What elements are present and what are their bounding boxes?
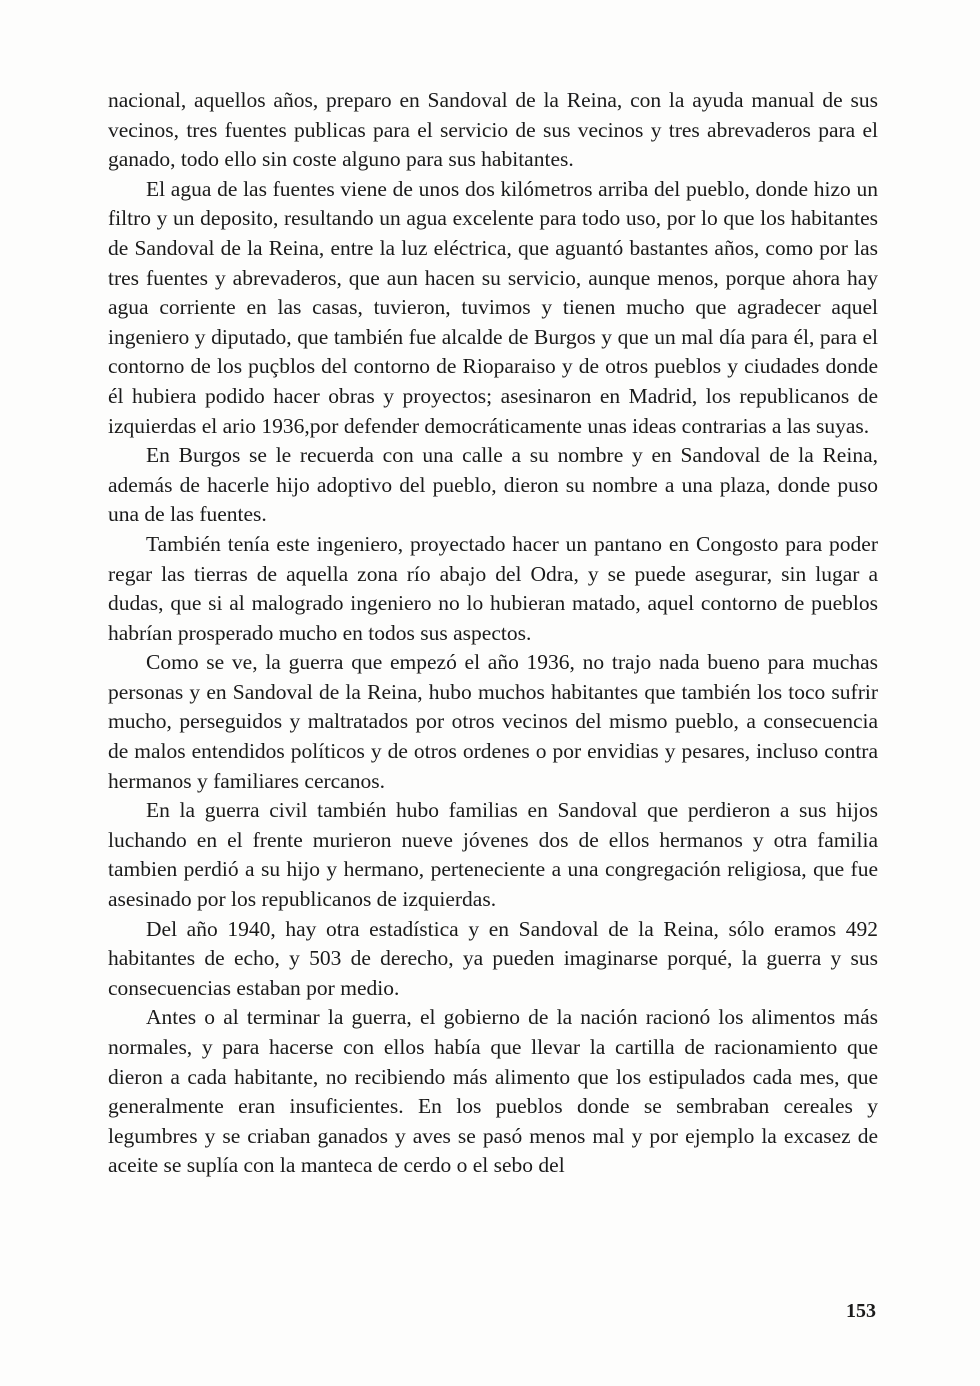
page-text-body (108, 86, 878, 1181)
paragraph-1: nacional, aquellos años, preparo en Sandoval de la Reina, con la ayuda manual de sus vecinos, tres fuentes publicas para el servicio de sus vecinos y tres abrevaderos para el ganado, todo ello sin coste alguno para sus habitantes. (108, 88, 878, 172)
paragraph-7: Del año 1940, hay otra estadística y en Sandoval de la Reina, sólo eramos 492 habitantes de echo, y 503 de derecho, ya pueden imaginarse porqué, la guerra y sus consecuencias estaban por medio. (108, 916, 878, 1000)
paragraph-5: Como se ve, la guerra que empezó el año 1936, no trajo nada bueno para muchas personas y en Sandoval de la Reina, hubo muchos habitantes que también los toco sufrir mucho, perseguidos y maltratados por otros vecinos del mismo pueblo, a consecuencia de malos entendidos políticos y de otros ordenes o por envidias y pesares, incluso contra hermanos y familiares cercanos. (108, 650, 878, 793)
paragraph-8: Antes o al terminar la guerra, el gobierno de la nación racionó los alimentos más normales, y para hacerse con ellos había que llevar la cartilla de racionamiento que dieron a cada habitante, no recibiendo más alimento que los estipulados cada mes, que generalmente eran insuficientes. En los pueblos donde se sembraban cereales y legumbres y se criaban ganados y aves se pasó menos mal y por ejemplo la excasez de aceite se suplía con la manteca de cerdo o el sebo del (108, 1005, 878, 1178)
paragraph-4: También tenía este ingeniero, proyectado hacer un pantano en Congosto para poder regar las tierras de aquella zona río abajo del Odra, y se puede asegurar, sin lugar a dudas, que si al malogrado ingeniero no lo hubieran matado, aquel contorno de pueblos habrían prosperado mucho en todos sus aspectos. (108, 531, 878, 645)
paragraph-2: El agua de las fuentes viene de unos dos kilómetros arriba del pueblo, donde hizo un filtro y un deposito, resultando un agua excelente para todo uso, por lo que los habitantes de Sandoval de la Reina, entre la luz eléctrica, que aguantó bastantes años, como por las tres fuentes y abrevaderos, que aun hacen su servicio, aunque menos, porque ahora hay agua corriente en las casas, tuvieron, tuvimos y tienen mucho que agradecer aquel ingeniero y diputado, que también fue alcalde de Burgos y que un mal día para él, para el contorno de los puçblos del contorno de Rioparaiso y de otros pueblos y ciudades donde él hubiera podido hacer obras y proyectos; asesinaron en Madrid, los republicanos de izquierdas el ario 1936,por defender democráticamente unas ideas contrarias a las suyas. (108, 176, 878, 438)
paragraph-6: En la guerra civil también hubo familias en Sandoval que perdieron a sus hijos luchando en el frente murieron nueve jóvenes dos de ellos hermanos y otra familia tambien perdió a su hijo y hermano, perteneciente a una congregación religiosa, que fue asesinado por los republicanos de izquierdas. (108, 798, 878, 912)
page-number: 153 (846, 1300, 876, 1322)
paragraph-3: En Burgos se le recuerda con una calle a su nombre y en Sandoval de la Reina, además de hacerle hijo adoptivo del pueblo, dieron su nombre a una plaza, donde puso una de las fuentes. (108, 443, 878, 527)
